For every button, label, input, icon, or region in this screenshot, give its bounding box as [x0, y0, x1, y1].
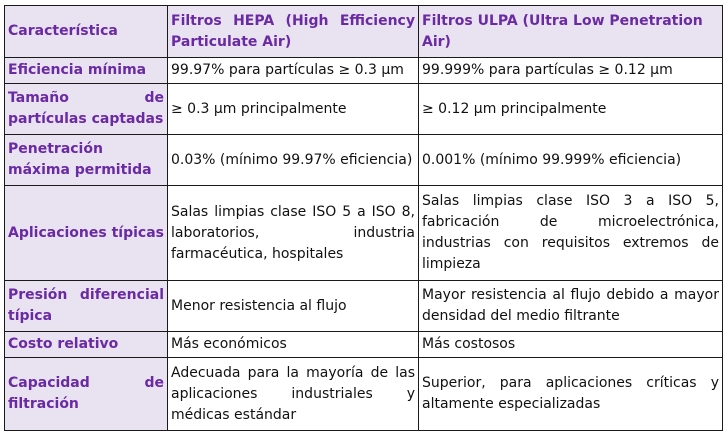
hepa-cell: 0.03% (mínimo 99.97% eficiencia)	[168, 135, 419, 186]
hepa-cell: Salas limpias clase ISO 5 a ISO 8, laboratorios, industria farmacéutica, hospitales	[168, 186, 419, 281]
row-label: Tamaño de partículas captadas	[5, 84, 168, 135]
row-label: Eficiencia mínima	[5, 58, 168, 84]
hepa-cell: Más económicos	[168, 332, 419, 358]
hepa-cell: 99.97% para partículas ≥ 0.3 µm	[168, 58, 419, 84]
ulpa-cell: Más costosos	[419, 332, 723, 358]
row-label: Penetración máxima permitida	[5, 135, 168, 186]
ulpa-cell: Mayor resistencia al flujo debido a mayor densidad del medio filtrante	[419, 281, 723, 332]
table-row	[5, 186, 723, 281]
hepa-cell: Menor resistencia al flujo	[168, 281, 419, 332]
table-row	[5, 58, 723, 84]
table-header-row	[5, 6, 723, 58]
ulpa-cell: 99.999% para partículas ≥ 0.12 µm	[419, 58, 723, 84]
ulpa-cell: Salas limpias clase ISO 3 a ISO 5, fabricación de microelectrónica, industrias con requisitos extremos de limpieza	[419, 186, 723, 281]
ulpa-cell: Superior, para aplicaciones críticas y altamente especializadas	[419, 358, 723, 431]
row-label: Costo relativo	[5, 332, 168, 358]
row-label: Presión diferencial típica	[5, 281, 168, 332]
row-label: Aplicaciones típicas	[5, 186, 168, 281]
ulpa-cell: ≥ 0.12 µm principalmente	[419, 84, 723, 135]
table-row	[5, 281, 723, 332]
table-row	[5, 84, 723, 135]
header-hepa: Filtros HEPA (High Efficiency Particulate Air)	[168, 6, 419, 58]
header-ulpa: Filtros ULPA (Ultra Low Penetration Air)	[419, 6, 723, 58]
table-row	[5, 332, 723, 358]
table-row	[5, 135, 723, 186]
table-row	[5, 358, 723, 431]
ulpa-cell: 0.001% (mínimo 99.999% eficiencia)	[419, 135, 723, 186]
hepa-cell: Adecuada para la mayoría de las aplicaciones industriales y médicas estándar	[168, 358, 419, 431]
row-label: Capacidad de filtración	[5, 358, 168, 431]
header-feature: Característica	[5, 6, 168, 58]
hepa-cell: ≥ 0.3 µm principalmente	[168, 84, 419, 135]
comparison-table	[4, 5, 723, 431]
